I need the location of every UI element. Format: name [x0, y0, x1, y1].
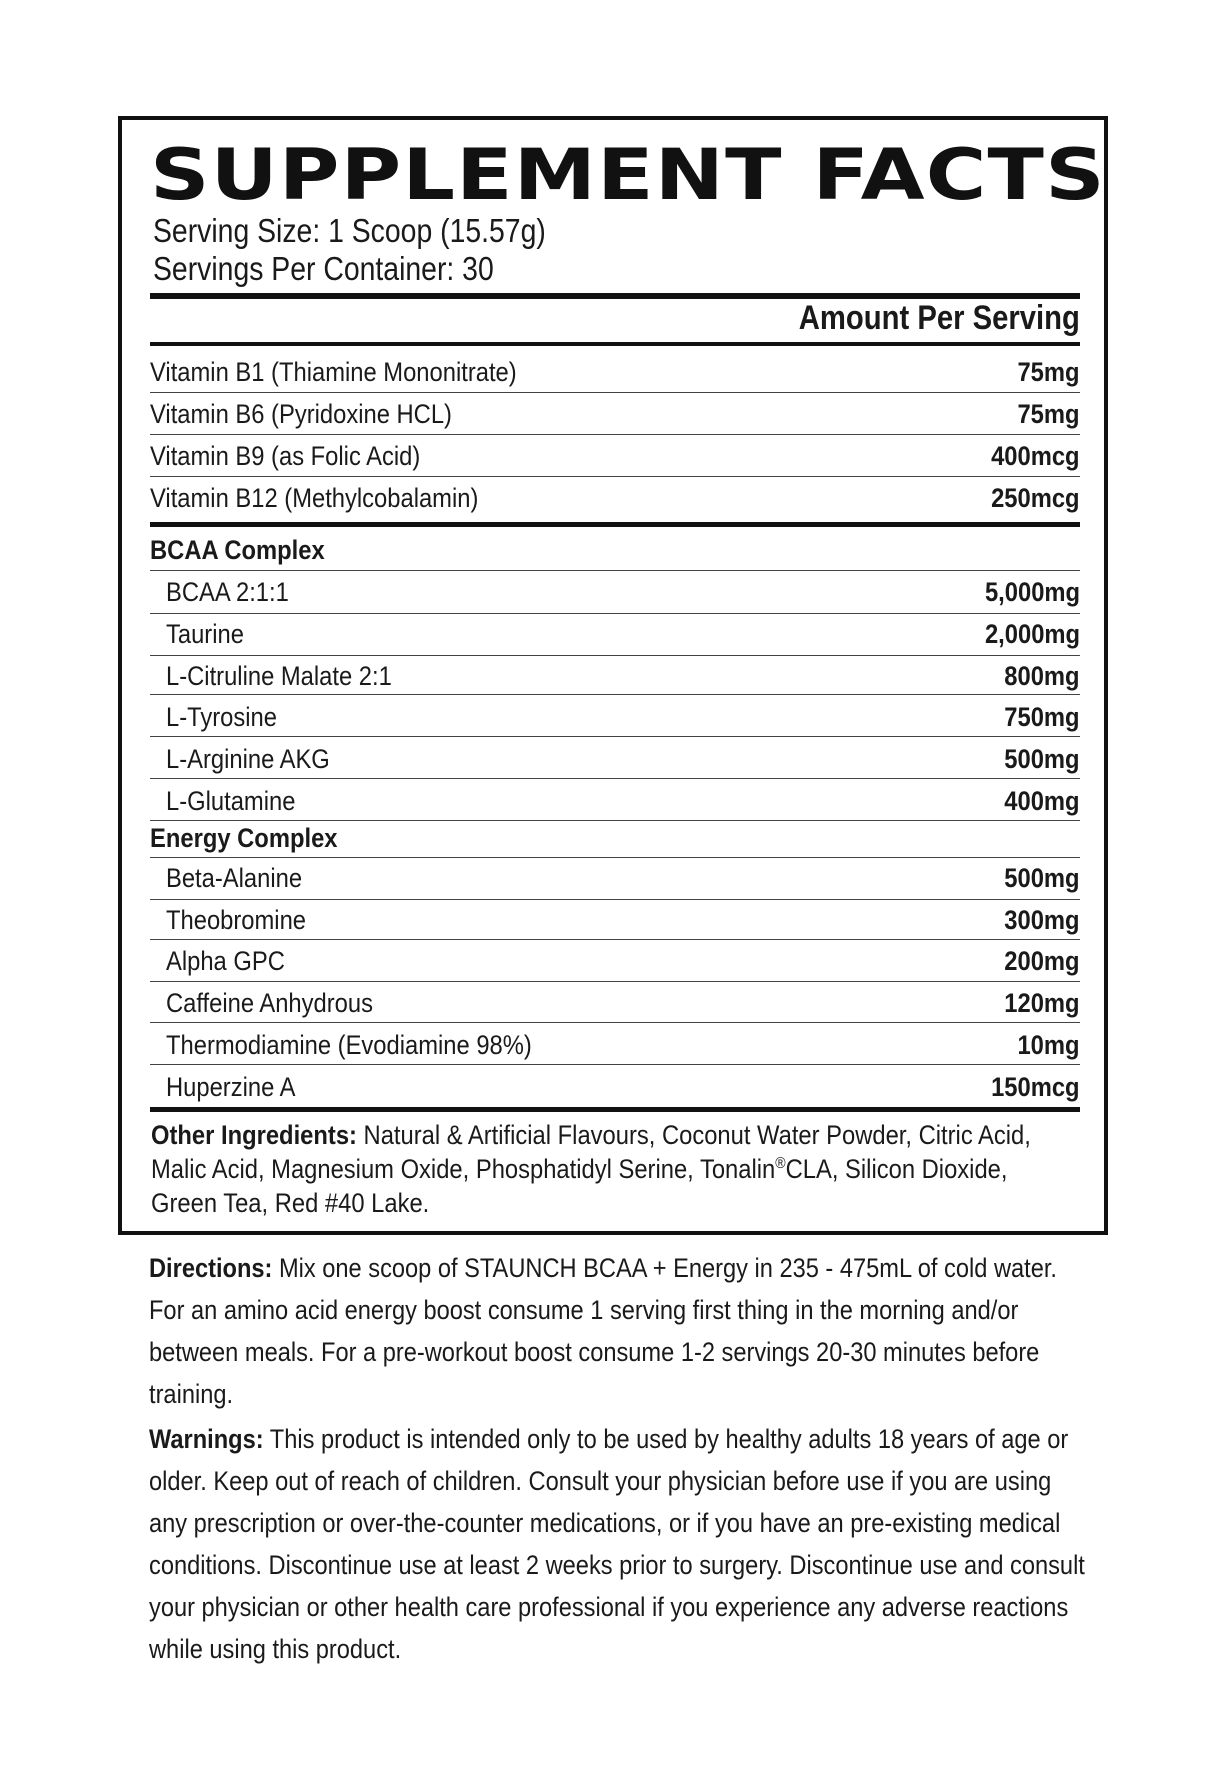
- ingredient-name: Beta-Alanine: [166, 863, 303, 893]
- directions: [149, 1247, 1094, 1415]
- ingredient-name: Vitamin B6 (Pyridoxine HCL): [150, 399, 452, 429]
- ingredient-name: Vitamin B1 (Thiamine Mononitrate): [150, 357, 517, 387]
- ingredient-name: Caffeine Anhydrous: [166, 988, 373, 1018]
- ingredient-amount: 10mg: [1017, 1030, 1080, 1060]
- energy-complex-header: Energy Complex: [150, 823, 338, 853]
- vitamins-divider: [150, 522, 1080, 527]
- ingredient-amount: 500mg: [1004, 863, 1080, 893]
- other-ingredients-text: Natural & Artificial Flavours, Coconut Water Powder, Citric Acid, Malic Acid, Magnesium Oxide, Phosphatidyl Serine, Tonalin: [151, 1120, 1031, 1184]
- warnings: [149, 1418, 1094, 1670]
- warnings-text: This product is intended only to be used by healthy adults 18 years of age or older. Keep out of reach of children. Consult your physician before use if you are using any prescription or over-the-counter medications, or if you have an pre-existing medical conditions. Discontinue use at least 2 weeks prior to surgery. Discontinue use and consult your physician or other health care professional if you experience any adverse reactions while using this product.: [149, 1424, 1085, 1664]
- ingredient-amount: 2,000mg: [984, 619, 1080, 649]
- ingredient-amount: 150mcg: [991, 1072, 1080, 1102]
- ingredient-amount: 500mg: [1004, 744, 1080, 774]
- bcaa-row: [150, 697, 1080, 737]
- row-divider: [150, 476, 1080, 477]
- bcaa-complex-header: BCAA Complex: [150, 535, 325, 565]
- bcaa-row: [150, 614, 1080, 654]
- ingredient-amount: 200mg: [1004, 946, 1080, 976]
- ingredient-name: Thermodiamine (Evodiamine 98%): [166, 1030, 532, 1060]
- energy-row: [150, 1067, 1080, 1107]
- vitamin-row: [150, 478, 1080, 518]
- row-divider: [150, 570, 1080, 571]
- ingredient-name: Taurine: [166, 619, 244, 649]
- ingredients-bottom-divider: [150, 1107, 1080, 1112]
- ingredient-amount: 75mg: [1017, 399, 1080, 429]
- ingredient-name: L-Citruline Malate 2:1: [166, 661, 392, 691]
- vitamin-row: [150, 352, 1080, 392]
- ingredient-name: BCAA 2:1:1: [166, 577, 289, 607]
- ingredient-amount: 5,000mg: [984, 577, 1080, 607]
- row-divider: [150, 1022, 1080, 1023]
- row-divider: [150, 778, 1080, 779]
- row-divider: [150, 392, 1080, 393]
- ingredient-amount: 400mcg: [991, 441, 1080, 471]
- row-divider: [150, 981, 1080, 982]
- ingredient-amount: 75mg: [1017, 357, 1080, 387]
- energy-row: [150, 1025, 1080, 1065]
- ingredient-name: Vitamin B12 (Methylcobalamin): [150, 483, 479, 513]
- bcaa-row: [150, 739, 1080, 779]
- ingredient-amount: 400mg: [1004, 786, 1080, 816]
- vitamin-row: [150, 394, 1080, 434]
- ingredient-amount: 250mcg: [991, 483, 1080, 513]
- bcaa-row: [150, 781, 1080, 821]
- panel-title: SUPPLEMENT FACTS: [150, 134, 1106, 216]
- row-divider: [150, 939, 1080, 940]
- ingredient-name: L-Arginine AKG: [166, 744, 330, 774]
- other-ingredients-label: Other Ingredients:: [151, 1120, 357, 1150]
- ingredient-name: Alpha GPC: [166, 946, 285, 976]
- ingredient-amount: 120mg: [1004, 988, 1080, 1018]
- ingredient-amount: 800mg: [1004, 661, 1080, 691]
- vitamin-row: [150, 436, 1080, 476]
- ingredient-amount: 750mg: [1004, 702, 1080, 732]
- row-divider: [150, 434, 1080, 435]
- header-divider: [150, 342, 1080, 346]
- bcaa-row: [150, 656, 1080, 696]
- ingredient-name: Huperzine A: [166, 1072, 296, 1102]
- row-divider: [150, 694, 1080, 695]
- registered-mark: ®: [775, 1155, 786, 1172]
- ingredient-amount: 300mg: [1004, 905, 1080, 935]
- ingredient-name: Theobromine: [166, 905, 307, 935]
- ingredient-name: L-Tyrosine: [166, 702, 277, 732]
- serving-size: Serving Size: 1 Scoop (15.57g): [153, 212, 546, 249]
- amount-per-serving-header: Amount Per Serving: [798, 299, 1080, 337]
- bcaa-row: [150, 572, 1080, 612]
- energy-row: [150, 941, 1080, 981]
- other-ingredients-text-end: CLA, Silicon Dioxide, Green Tea, Red #40 Lake.: [151, 1154, 1008, 1218]
- directions-label: Directions:: [149, 1253, 273, 1283]
- ingredient-name: Vitamin B9 (as Folic Acid): [150, 441, 421, 471]
- row-divider: [150, 736, 1080, 737]
- servings-per-container: Servings Per Container: 30: [153, 250, 494, 287]
- energy-row: [150, 858, 1080, 898]
- other-ingredients: [151, 1118, 1075, 1220]
- energy-row: [150, 983, 1080, 1023]
- ingredient-name: L-Glutamine: [166, 786, 296, 816]
- directions-text: Mix one scoop of STAUNCH BCAA + Energy in 235 - 475mL of cold water. For an amino acid energy boost consume 1 serving first thing in the morning and/or between meals. For a pre-workout boost consume 1-2 servings 20-30 minutes before training.: [149, 1253, 1057, 1409]
- row-divider: [150, 1064, 1080, 1065]
- warnings-label: Warnings:: [149, 1424, 264, 1454]
- energy-row: [150, 900, 1080, 940]
